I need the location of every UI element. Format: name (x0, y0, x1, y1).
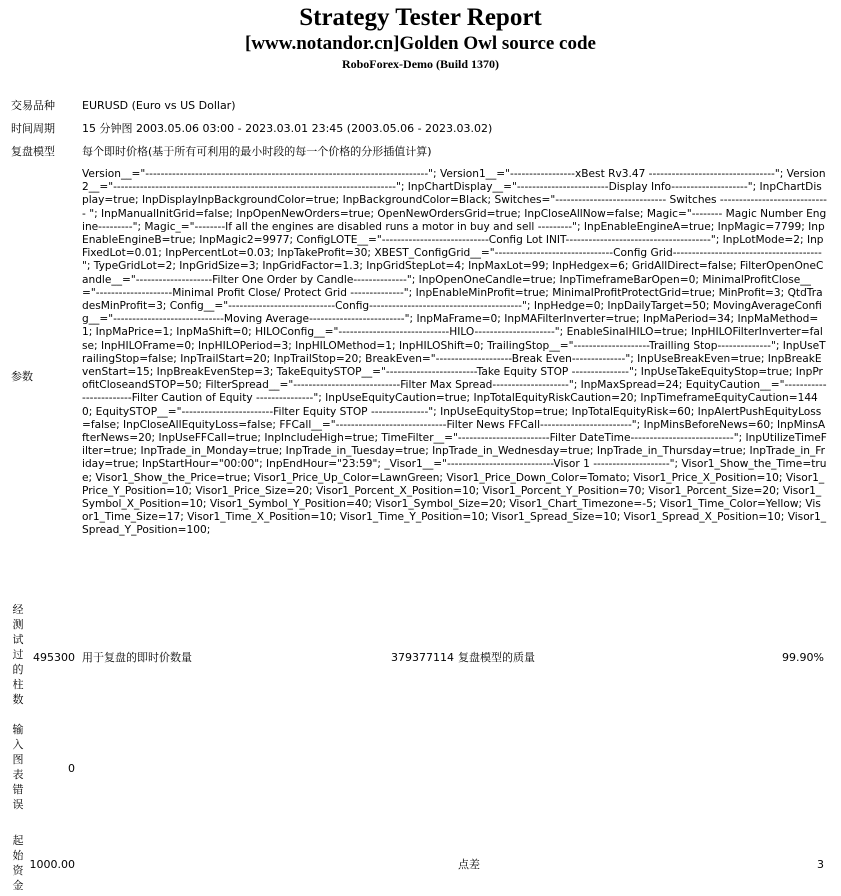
errors-label: 输入图表错误 (12, 723, 24, 811)
model-value: 每个即时价格(基于所有可利用的最小时段的每一个价格的分形插值计算) (82, 145, 432, 158)
report-subtitle: [www.notandor.cn]Golden Owl source code (245, 33, 596, 54)
quality-value: 99.90% (782, 651, 824, 664)
spread-label: 点差 (458, 858, 480, 871)
quality-label: 复盘模型的质量 (458, 651, 535, 664)
params-label: 参数 (11, 370, 33, 383)
spread-value: 3 (817, 858, 824, 871)
params-value: Version__="--------------------------------------------------------------------------"; Version1__="-----------------xBest Rv3.47 ---------------------------------"; Version2__="--------------------------------------------------------------------------"; InpChartDisplay__="------------------------Display Info--------------------"; InpChartDisplay=true; InpDisplayInpBackgroundColor=true; InpBackgroundColor=Black; Switches="----------------------------- Switches ----------------------------- "; InpManualInitGrid=false; InpOpenNewOrders=true; OpenNewOrdersGrid=true; InpCloseAllNow=false; Magic="-------- Magic Number Engine---------"; Magic_="--------If all the engines are disabled runs a motor in buy and sell ---------"; InpEnableEngineA=true; InpMagic=7799; InpEnableEngineB=true; InpMagic2=9977; ConfigLOTE__="----------------------------Config Lot INIT--------------------------------------"; InpLotMode=2; InpFixedLot=0.01; InpPercentLot=0.03; InpTakeProfit=30; XBEST_ConfigGrid__="-------------------------------Config Grid---------------------------------------"; TypeGridLot=2; InpGridSize=3; InpGridFactor=1.3; InpGridStepLot=4; InpMaxLot=99; InpHedgex=6; GridAllDirect=false; FilterOpenOneCandle__="--------------------Filter One Order by Candle--------------"; InpOpenOneCandle=true; InpTimeframeBarOpen=0; MinimalProfitClose__="--------------------Minimal Profit Close/ Protect Grid --------------"; InpEnableMinProfit=true; MinimalProfitProtectGrid=true; MinProfit=3; QtdTradesMinProfit=3; Config__="----------------------------Config----------------------------------------"; InpHedge=0; InpDailyTarget=50; MovingAverageConfig__="-----------------------------Moving Average-------------------------"; InpMaFrame=0; InpMAFilterInverter=true; InpMaPeriod=34; InpMaMethod=1; InpMaPrice=1; InpMaShift=0; HILOConfig__="-----------------------------HILO---------------------"; EnableSinalHILO=true; InpHILOFilterInverter=false; InpHILOFrame=0; InpHILOPeriod=3; InpHILOMethod=1; InpHILOShift=0; TrailingStop__="--------------------Trailling Stop--------------"; InpUseTrailingStop=false; InpTrailStart=20; InpTrailStop=20; BreakEven="--------------------Break Even--------------"; InpUseBreakEven=true; InpBreakEvenStart=15; InpBreakEvenStep=3; TakeEquitySTOP__="------------------------Take Equity STOP ---------------"; InpUseTakeEquityStop=true; InpProfitCloseandSTOP=50; FilterSpread__="----------------------------Filter Max Spread--------------------"; InpMaxSpread=24; EquityCaution__="------------------------Filter Caution of Equity ---------------"; InpUseEquityCaution=true; InpTotalEquityRiskCaution=20; InpTimeframeEquityCaution=1440; EquitySTOP__="------------------------Filter Equity STOP ---------------"; InpUseEquityStop=true; InpTotalEquityRisk=60; InpAlertPushEquityLoss=false; InpCloseAllEquityLoss=false; FFCall__="-----------------------------Filter News FFCall------------------------"; InpMinsBeforeNews=60; InpMinsAfterNews=20; InpUseFFCall=true; InpIncludeHigh=true; TimeFilter__="------------------------Filter DateTime---------------------------"; InpUtilizeTimeFilter=true; InpTrade_in_Monday=true; InpTrade_in_Tuesday=true; InpTrade_in_Wednesday=true; InpTrade_in_Thursday=true; InpTrade_in_Friday=true; InpStartHour="00:00"; InpEndHour="23:59"; _Visor1__="----------------------------Visor 1 --------------------"; Visor1_Show_the_Time=true; Visor1_Show_the_Price=true; Visor1_Price_Up_Color=LawnGreen; Visor1_Price_Down_Color=Tomato; Visor1_Price_X_Position=10; Visor1_Price_Y_Position=10; Visor1_Price_Size=20; Visor1_Porcent_X_Position=10; Visor1_Porcent_Y_Position=70; Visor1_Porcent_Size=20; Visor1_Symbol_X_Position=10; Visor1_Symbol_Y_Position=40; Visor1_Symbol_Size=20; Visor1_Chart_Timezone=-5; Visor1_Time_Color=Yellow; Visor1_Time_Size=17; Visor1_Time_X_Position=10; Visor1_Time_Y_Position=10; Visor1_Spread_Size=10; Visor1_Spread_X_Position=10; Visor1_Spread_Y_Position=100; (82, 168, 827, 537)
ticks-label: 用于复盘的即时价数量 (82, 651, 192, 664)
report-title: Strategy Tester Report (299, 4, 542, 31)
report-build: RoboForex-Demo (Build 1370) (341, 57, 500, 71)
ticks-value: 379377114 (391, 651, 454, 664)
bars-value: 495300 (33, 651, 75, 664)
errors-value: 0 (68, 762, 75, 775)
symbol-value: EURUSD (Euro vs US Dollar) (82, 99, 236, 112)
period-value: 15 分钟图 2003.05.06 03:00 - 2023.03.01 23:45 (2003.05.06 - 2023.03.02) (82, 122, 493, 135)
deposit-label: 起始资金 (12, 834, 24, 892)
bars-label: 经测试过的柱数 (12, 603, 24, 706)
period-label: 时间周期 (11, 122, 55, 135)
deposit-value: 1000.00 (29, 858, 75, 871)
symbol-label: 交易品种 (11, 99, 55, 112)
model-label: 复盘模型 (11, 145, 55, 158)
